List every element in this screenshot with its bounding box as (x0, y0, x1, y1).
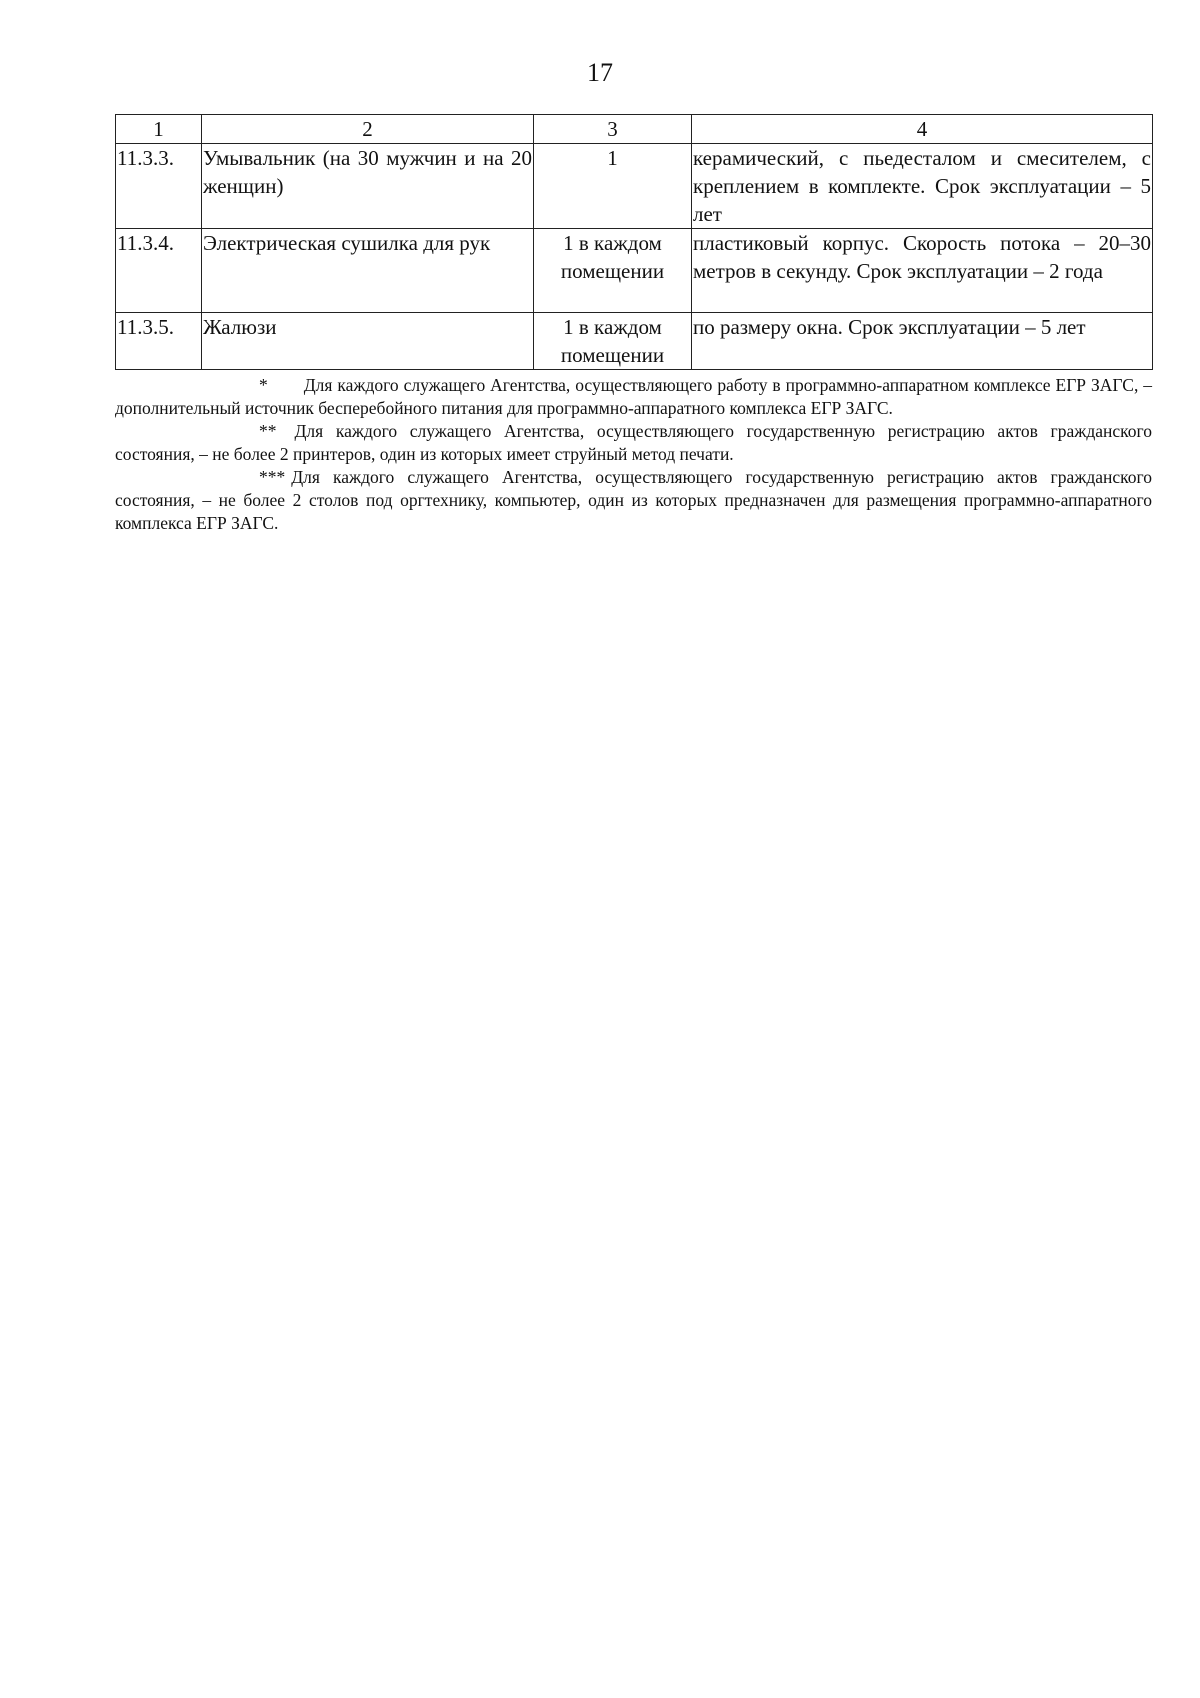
item-quantity: 1 (534, 144, 692, 229)
row-number: 11.3.5. (116, 313, 202, 370)
table-row (116, 229, 1153, 313)
item-name: Умывальник (на 30 мужчин и на 20 женщин) (202, 144, 534, 229)
footnote-mark: ** (259, 421, 277, 441)
footnote-mark: * (259, 375, 268, 395)
row-number: 11.3.3. (116, 144, 202, 229)
footnote-mark: *** (259, 467, 286, 487)
footnotes (115, 374, 1152, 535)
column-header-4: 4 (692, 115, 1153, 144)
item-quantity: 1 в каждом помещении (534, 229, 692, 313)
item-quantity: 1 в каждом помещении (534, 313, 692, 370)
column-header-2: 2 (202, 115, 534, 144)
footnote (115, 420, 1152, 466)
table-row (116, 144, 1153, 229)
page-number: 17 (587, 58, 613, 87)
footnote (115, 374, 1152, 420)
footnote-text: Для каждого служащего Агентства, осуществляющего государственную регистрацию актов гражданского состояния, – не более 2 принтеров, один из которых имеет струйный метод печати. (115, 421, 1152, 464)
table-header-row (116, 115, 1153, 144)
table-row (116, 313, 1153, 370)
column-header-3: 3 (534, 115, 692, 144)
item-name: Жалюзи (202, 313, 534, 370)
footnote-text: Для каждого служащего Агентства, осуществляющего государственную регистрацию актов гражданского состояния, – не более 2 столов под оргтехнику, компьютер, один из которых предназначен для размещения программно-аппаратного комплекса ЕГР ЗАГС. (115, 467, 1152, 533)
footnote-text: Для каждого служащего Агентства, осуществляющего работу в программно-аппаратном комплексе ЕГР ЗАГС, – дополнительный источник бесперебойного питания для программно-аппаратного комплекса ЕГР ЗАГС. (115, 375, 1152, 418)
equipment-table (115, 114, 1153, 370)
item-description: по размеру окна. Срок эксплуатации – 5 лет (692, 313, 1153, 370)
footnote (115, 466, 1152, 535)
column-header-1: 1 (116, 115, 202, 144)
item-name: Электрическая сушилка для рук (202, 229, 534, 313)
row-number: 11.3.4. (116, 229, 202, 313)
item-description: пластиковый корпус. Скорость потока – 20–30 метров в секунду. Срок эксплуатации – 2 года (692, 229, 1153, 313)
item-description: керамический, с пьедесталом и смесителем, с креплением в комплекте. Срок эксплуатации – 5 лет (692, 144, 1153, 229)
